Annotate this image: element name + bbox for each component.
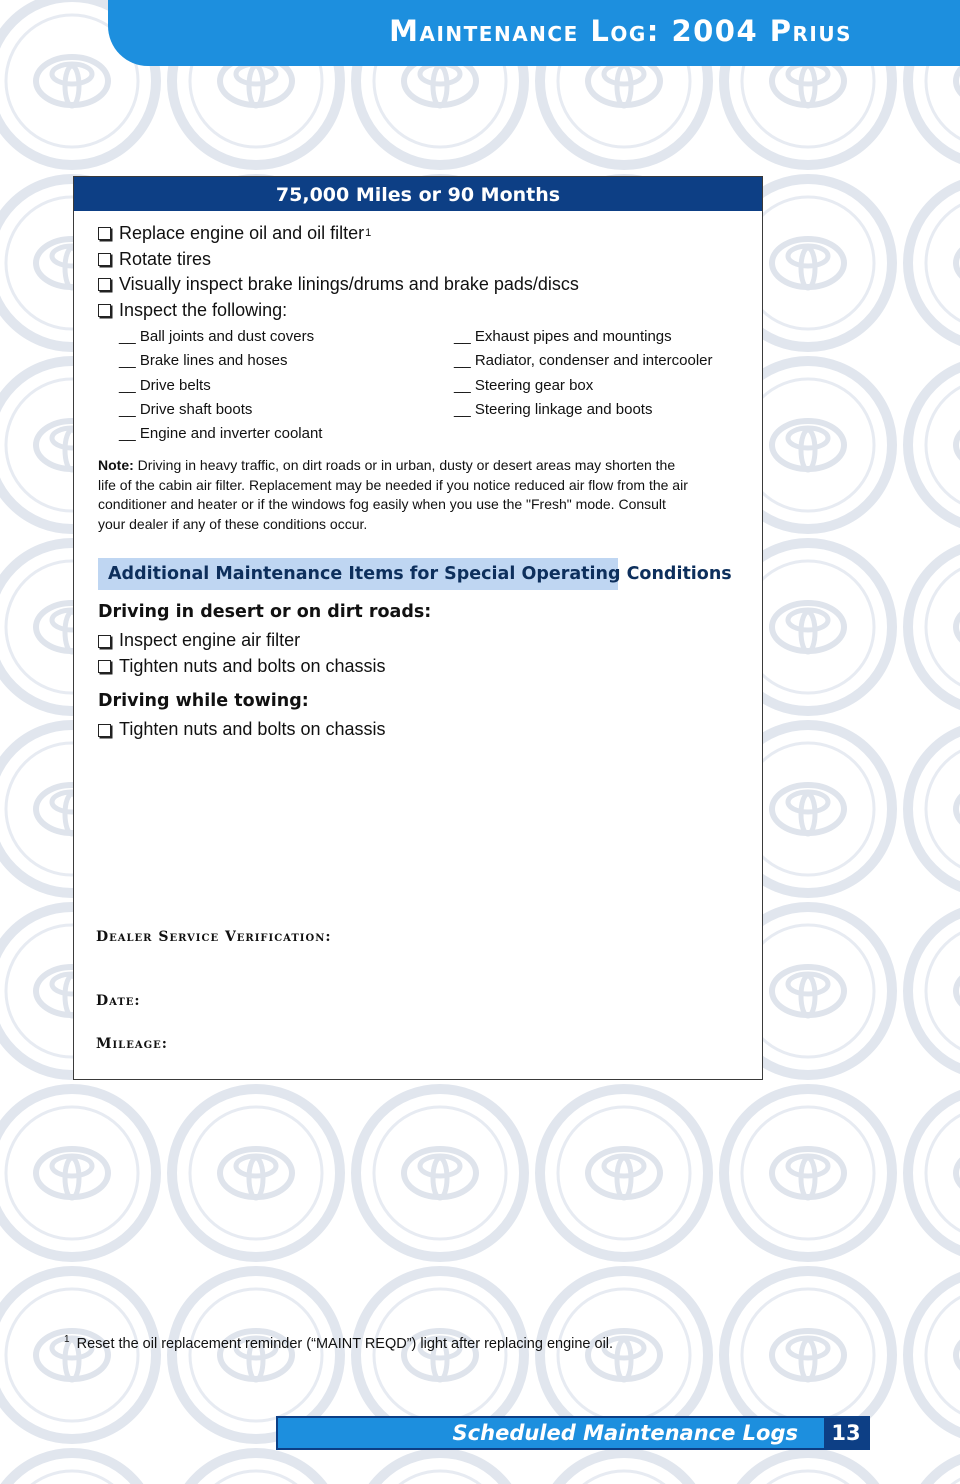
checkbox-icon[interactable] — [98, 635, 111, 648]
inspection-column-left — [119, 325, 454, 446]
checklist-item — [98, 247, 742, 273]
special-conditions-banner: Additional Maintenance Items for Special Operating Conditions — [98, 558, 618, 590]
checklist-item — [98, 298, 742, 324]
inspection-item: __ Drive belts — [119, 376, 211, 394]
checklist — [98, 221, 742, 323]
dealer-verification-label: Dealer Service Verification: — [96, 929, 332, 945]
checklist-item-label: Replace engine oil and oil filter — [119, 223, 365, 243]
checklist-item-label: Tighten nuts and bolts on chassis — [119, 655, 386, 676]
mileage-label: Mileage: — [96, 1036, 168, 1052]
inspection-item: __ Exhaust pipes and mountings — [454, 328, 672, 345]
footnote-ref: 1 — [365, 227, 372, 239]
inspection-item: __ Steering gear box — [454, 376, 594, 394]
note-label: Note: — [98, 457, 134, 474]
maintenance-card — [73, 176, 763, 1080]
inspection-item: __ Steering linkage and boots — [454, 400, 653, 418]
page-title: Maintenance Log: 2004 Prius — [389, 14, 852, 48]
inspection-column-right — [454, 325, 754, 446]
checklist-item — [98, 717, 742, 743]
checklist-item — [98, 654, 742, 680]
checkbox-icon[interactable] — [98, 227, 111, 240]
page-number: 13 — [824, 1418, 868, 1448]
towing-checklist — [98, 717, 742, 743]
checkbox-icon[interactable] — [98, 724, 111, 737]
interval-heading: 75,000 Miles or 90 Months — [74, 177, 762, 211]
checklist-item — [98, 221, 742, 247]
checklist-item-label: Rotate tires — [119, 248, 212, 269]
section-label: Scheduled Maintenance Logs — [452, 1421, 798, 1445]
towing-heading: Driving while towing: — [98, 691, 309, 712]
desert-heading: Driving in desert or on dirt roads: — [98, 602, 432, 623]
note-paragraph — [98, 456, 688, 534]
checklist-item-label: Visually inspect brake linings/drums and brake pads/discs — [119, 274, 579, 294]
checkbox-icon[interactable] — [98, 660, 111, 673]
inspection-item: __ Drive shaft boots — [119, 400, 253, 418]
checklist-item — [98, 272, 742, 298]
footnote-mark: 1 — [64, 1334, 70, 1345]
inspection-item: __ Brake lines and hoses — [119, 352, 288, 370]
inspection-item: __ Ball joints and dust covers — [119, 328, 315, 345]
checklist-item-label: Inspect the following: — [119, 299, 288, 320]
footnote-text: Reset the oil replacement reminder (“MAINT REQD”) light after replacing engine oil. — [76, 1335, 614, 1352]
footer-bar — [276, 1416, 870, 1450]
inspection-item: __ Radiator, condenser and intercooler — [454, 352, 713, 370]
inspection-item: __ Engine and inverter coolant — [119, 425, 323, 443]
header-bar — [108, 0, 960, 66]
checklist-item-label: Tighten nuts and bolts on chassis — [119, 719, 386, 740]
checkbox-icon[interactable] — [98, 304, 111, 317]
checklist-item-label: Inspect engine air filter — [119, 630, 301, 651]
checkbox-icon[interactable] — [98, 278, 111, 291]
date-label: Date: — [96, 993, 141, 1009]
inspection-list — [119, 325, 742, 446]
card-content — [98, 221, 742, 743]
desert-checklist — [98, 628, 742, 679]
footnote — [64, 1334, 613, 1352]
checklist-item — [98, 628, 742, 654]
checkbox-icon[interactable] — [98, 253, 111, 266]
note-text: Driving in heavy traffic, on dirt roads or in urban, dusty or desert areas may shorten the life of the cabin air filter. Replacement may be needed if you notice reduced air flow from the air conditioner and heater or if the windows fog easily when you use the "Fresh" mode. Consult your dealer if any of these conditions occur. — [98, 457, 688, 532]
